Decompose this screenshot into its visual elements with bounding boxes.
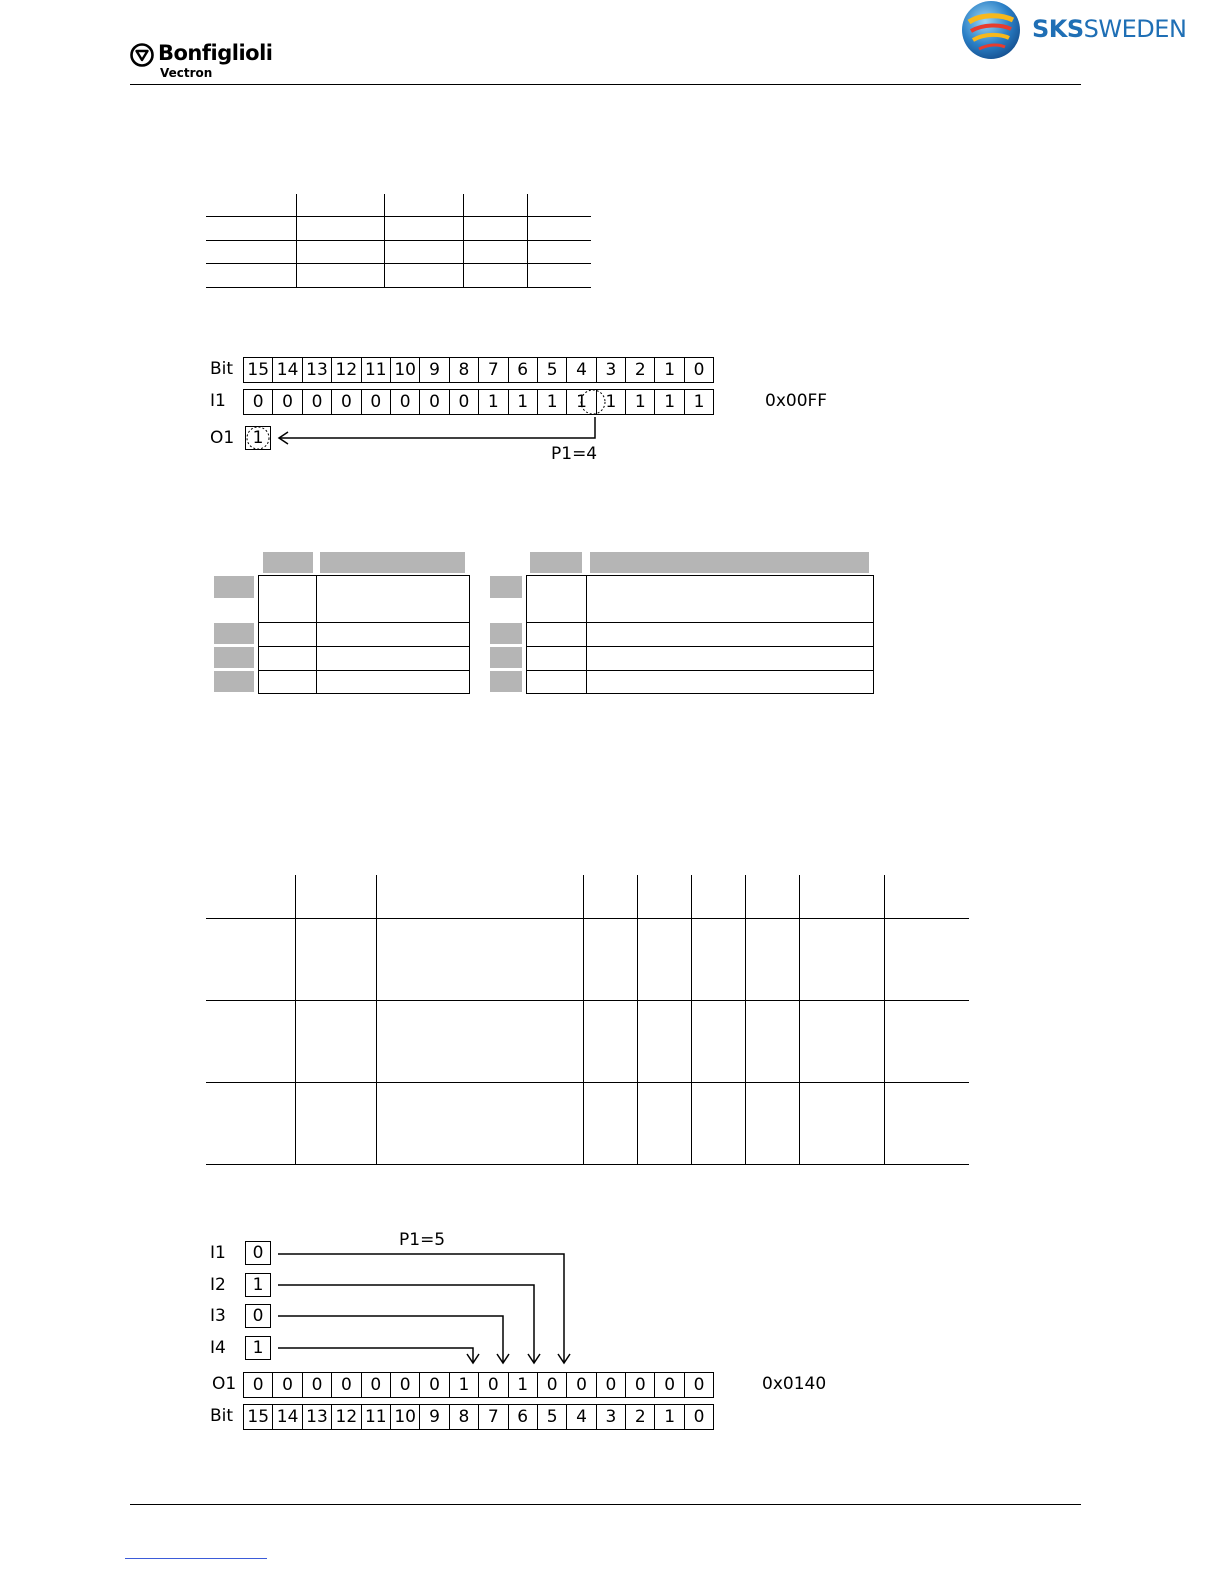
bit-cell: 0: [685, 358, 714, 382]
input-value-box: 0: [245, 1304, 271, 1328]
bit-cell: 1: [655, 358, 684, 382]
param-label: P1=4: [551, 444, 598, 464]
brand-left: Bonfiglioli: [158, 41, 273, 65]
output-label-o1: O1: [210, 428, 235, 448]
output-label-o1: O1: [212, 1374, 237, 1394]
input-hex: 0x00FF: [765, 391, 828, 411]
bit-cell: 6: [509, 1405, 538, 1429]
value-cell: 0: [362, 1373, 391, 1397]
value-cell: 0: [597, 1373, 626, 1397]
bit-cell: 11: [362, 358, 391, 382]
bit-label: Bit: [210, 1406, 234, 1426]
output-hex: 0x0140: [762, 1374, 827, 1394]
input-value-row: [243, 389, 714, 415]
selected-bit-circle-icon: [578, 388, 608, 416]
bit-cell: 5: [538, 1405, 567, 1429]
value-cell: 0: [303, 390, 332, 414]
bit-cell: 11: [362, 1405, 391, 1429]
input-label: I1: [210, 1243, 226, 1263]
bit-label: Bit: [210, 359, 234, 379]
output-circle-icon: [245, 425, 272, 452]
value-cell: 0: [626, 1373, 655, 1397]
input-label: I3: [210, 1306, 226, 1326]
bit-cell: 15: [244, 358, 273, 382]
value-cell: 1: [450, 1373, 479, 1397]
value-cell: 0: [420, 1373, 449, 1397]
bit-cell: 7: [479, 1405, 508, 1429]
bit-cell: 5: [538, 358, 567, 382]
footer-link-underline[interactable]: [125, 1558, 267, 1559]
value-cell: 0: [391, 1373, 420, 1397]
bonfiglioli-logo-icon: [130, 43, 154, 67]
value-cell: 1: [479, 390, 508, 414]
bit-cell: 2: [626, 358, 655, 382]
value-cell: 0: [273, 1373, 302, 1397]
footer-rule: [130, 1504, 1081, 1505]
output-value-box: 1: [245, 426, 271, 450]
value-cell: 1: [685, 390, 714, 414]
bit-cell: 10: [391, 358, 420, 382]
value-cell: 0: [332, 1373, 361, 1397]
header-rule: [130, 84, 1081, 85]
value-cell: 0: [655, 1373, 684, 1397]
bit-cell: 6: [509, 358, 538, 382]
bit-cell: 8: [450, 358, 479, 382]
bit-cell: 4: [567, 1405, 596, 1429]
bit-cell: 1: [655, 1405, 684, 1429]
brand-right-light: SWEDEN: [1083, 15, 1187, 43]
value-cell: 1: [626, 390, 655, 414]
value-cell: 0: [273, 390, 302, 414]
value-cell: 0: [244, 390, 273, 414]
input-value-box: 0: [245, 1241, 271, 1265]
value-cell: 0: [450, 390, 479, 414]
input-value-box: 1: [245, 1273, 271, 1297]
bit-cell: 13: [303, 1405, 332, 1429]
value-cell: 0: [479, 1373, 508, 1397]
bit-cell: 3: [597, 1405, 626, 1429]
input-value-box: 1: [245, 1336, 271, 1360]
output-value-row: [243, 1372, 714, 1398]
bit-cell: 12: [332, 358, 361, 382]
bit-cell: 7: [479, 358, 508, 382]
value-cell: 0: [303, 1373, 332, 1397]
bit-cell: 0: [685, 1405, 714, 1429]
value-cell: 1: [597, 390, 626, 414]
input-label: I2: [210, 1275, 226, 1295]
value-cell: 1: [509, 1373, 538, 1397]
bit-cell: 2: [626, 1405, 655, 1429]
bit-cell: 8: [450, 1405, 479, 1429]
value-cell: 0: [420, 390, 449, 414]
bit-cell: 4: [567, 358, 596, 382]
bit-cell: 14: [273, 358, 302, 382]
bit-number-row: [243, 1404, 714, 1430]
value-cell: 0: [244, 1373, 273, 1397]
value-cell: 0: [567, 1373, 596, 1397]
value-cell: 0: [391, 390, 420, 414]
value-cell: 1: [538, 390, 567, 414]
bit-cell: 12: [332, 1405, 361, 1429]
value-cell: 1: [655, 390, 684, 414]
input-label-i1: I1: [210, 391, 226, 411]
bit-cell: 10: [391, 1405, 420, 1429]
sks-sweden-logo-icon: [961, 0, 1021, 60]
param-label: P1=5: [399, 1230, 446, 1250]
value-cell: 0: [685, 1373, 714, 1397]
value-cell: 0: [362, 390, 391, 414]
bit-number-row: [243, 357, 714, 383]
bit-cell: 13: [303, 358, 332, 382]
value-cell: 1: [509, 390, 538, 414]
input-label: I4: [210, 1338, 226, 1358]
value-cell-selected: 1: [567, 390, 596, 414]
bit-cell: 3: [597, 358, 626, 382]
value-cell: 0: [332, 390, 361, 414]
brand-left-sub: Vectron: [160, 66, 213, 80]
bit-cell: 9: [420, 1405, 449, 1429]
bit-cell: 9: [420, 358, 449, 382]
brand-right: [1032, 15, 1186, 43]
bit-cell: 15: [244, 1405, 273, 1429]
brand-right-bold: SKS: [1032, 15, 1084, 43]
routing-arrows-icon: [270, 1240, 580, 1370]
bit-cell: 14: [273, 1405, 302, 1429]
value-cell: 0: [538, 1373, 567, 1397]
